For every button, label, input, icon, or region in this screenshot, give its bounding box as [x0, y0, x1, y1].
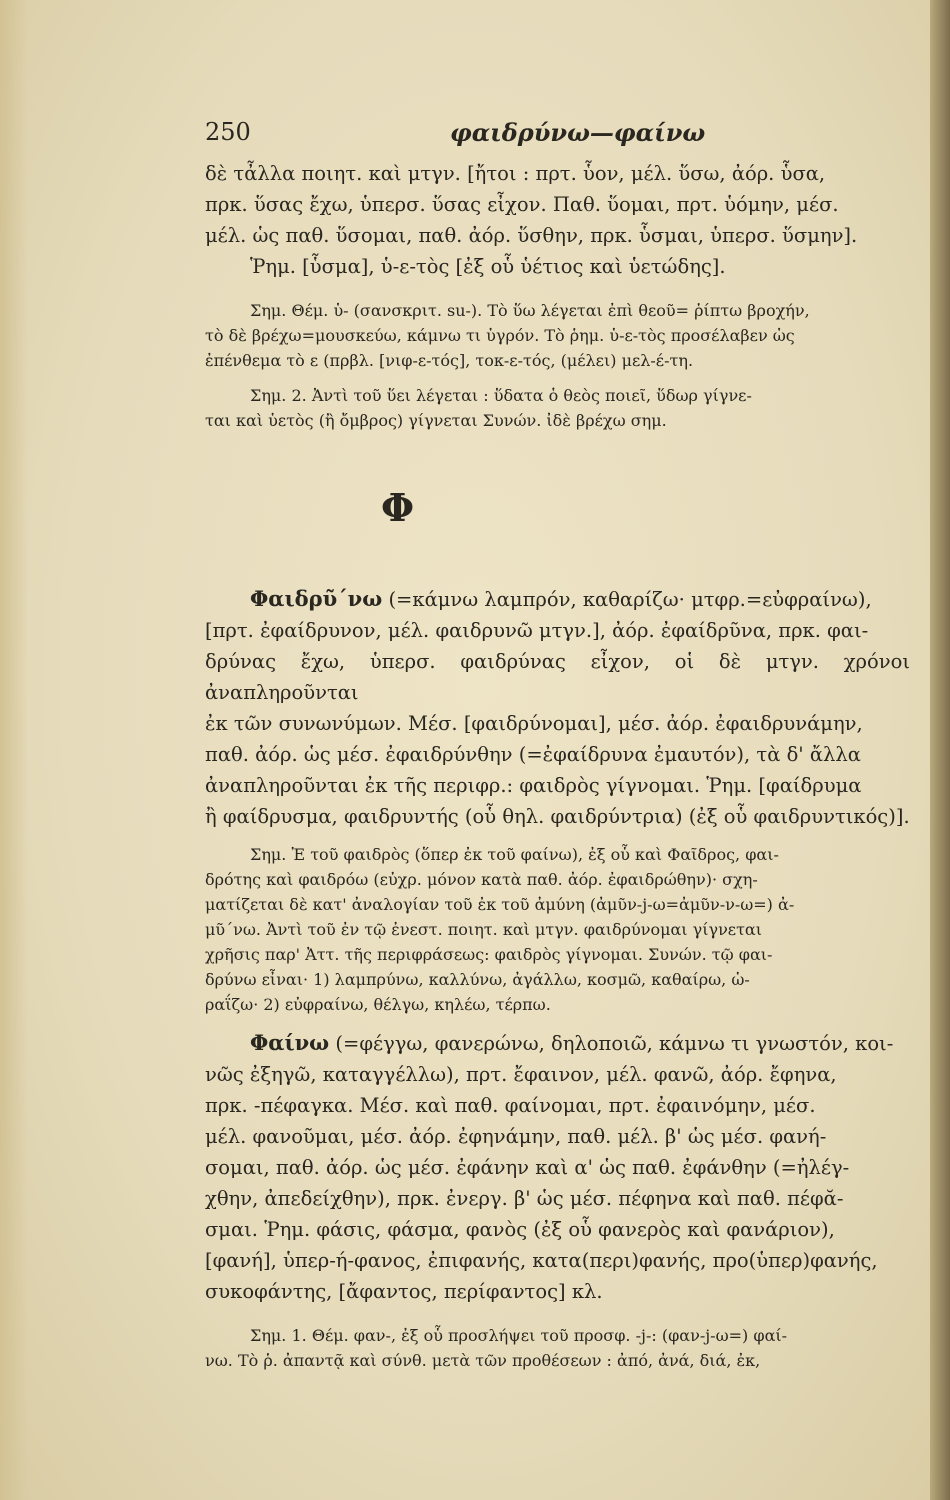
note-line: ματίζεται δὲ κατ' ἀναλογίαν τοῦ ἐκ τοῦ ἀμύνη (ἀμῦν-j-ω=ἀμῦν-ν-ω=) ἀ- — [205, 895, 795, 914]
entry-faino — [205, 1027, 910, 1307]
running-head: φαιδρύνω—φαίνω — [450, 118, 706, 147]
text-line: νῶς ἐξηγῶ, καταγγέλλω), πρτ. ἔφαινον, μέλ. φανῶ, ἀόρ. ἔφηνα, — [205, 1063, 837, 1086]
page-number: 250 — [205, 118, 251, 146]
continued-entry — [205, 158, 910, 282]
text-line: παθ. ἀόρ. ὡς μέσ. ἐφαιδρύνθην (=ἐφαίδρυνα ἐμαυτόν), τὰ δ' ἄλλα — [205, 743, 861, 766]
note-line: Σημ. Ἐ τοῦ φαιδρὸς (ὅπερ ἐκ τοῦ φαίνω), ἐξ οὗ καὶ Φαῖδρος, φαι- — [250, 845, 779, 864]
text-line: δρύνας ἔχω, ὑπερσ. φαιδρύνας εἶχον, οἱ δὲ μτγν. χρόνοι ἀναπληροῦνται — [205, 650, 910, 704]
page-header — [205, 118, 910, 158]
note-line: Σημ. 1. Θέμ. φαν-, ἐξ οὗ προσλήψει τοῦ προσφ. -j-: (φαν-j-ω=) φαί- — [250, 1326, 788, 1345]
note-line: δρότης καὶ φαιδρόω (εὐχρ. μόνον κατὰ παθ. ἀόρ. ἐφαιδρώθην)· σχη- — [205, 870, 758, 889]
section-letter: Φ — [380, 485, 415, 530]
text-line: [φανή], ὑπερ-ή-φανος, ἐπιφανής, κατα(περι)φανής, προ(ὑπερ)φανής, — [205, 1249, 878, 1272]
page-content — [205, 118, 910, 1373]
text-line: μέλ. φανοῦμαι, μέσ. ἀόρ. ἐφηνάμην, παθ. μέλ. β' ὡς μέσ. φανή- — [205, 1125, 827, 1148]
note-line: νω. Τὸ ῥ. ἀπαντᾷ καὶ σύνθ. μετὰ τῶν προθέσεων : ἀπό, ἀνά, διά, ἐκ, — [205, 1351, 761, 1370]
text-line: πρκ. -πέφαγκα. Μέσ. καὶ παθ. φαίνομαι, πρτ. ἐφαινόμην, μέσ. — [205, 1094, 816, 1117]
note-line: ραΐζω· 2) εὐφραίνω, θέλγω, κηλέω, τέρπω. — [205, 995, 551, 1014]
note-line: χρῆσις παρ' Ἀττ. τῆς περιφράσεως: φαιδρὸς γίγνομαι. Συνών. τῷ φαι- — [205, 945, 773, 964]
note-line: δρύνω εἶναι· 1) λαμπρύνω, καλλύνω, ἀγάλλω, κοσμῶ, καθαίρω, ὡ- — [205, 970, 750, 989]
text-line: πρκ. ὕσας ἔχω, ὑπερσ. ὕσας εἶχον. Παθ. ὕομαι, πρτ. ὑόμην, μέσ. — [205, 193, 839, 216]
note-line: ἐπένθεμα τὸ ε (πρβλ. [νιφ-ε-τός], τοκ-ε-τός, (μέλει) μελ-έ-τη. — [205, 351, 694, 370]
entry-faidryno — [205, 583, 910, 832]
note-2 — [205, 383, 910, 433]
note-faidryno — [205, 842, 910, 1017]
headword: Φαιδρῦ΄νω — [250, 586, 383, 611]
entry-first-line — [205, 1027, 910, 1059]
text-line: ἢ φαίδρυσμα, φαιδρυντής (οὗ θηλ. φαιδρύντρια) (ἐξ οὗ φαιδρυντικός)]. — [205, 805, 910, 828]
text-line: ἀναπληροῦνται ἐκ τῆς περιφρ.: φαιδρὸς γίγνομαι. Ῥημ. [φαίδρυμα — [205, 774, 862, 797]
book-spine — [930, 0, 950, 1500]
note-line: ται καὶ ὑετὸς (ἢ ὄμβρος) γίγνεται Συνών. ἰδὲ βρέχω σημ. — [205, 411, 667, 430]
entry-text: (=κάμνω λαμπρόν, καθαρίζω· μτφρ.=εὐφραίνω), — [388, 588, 872, 611]
text-line: σμαι. Ῥημ. φάσις, φάσμα, φανὸς (ἐξ οὗ φανερὸς καὶ φανάριον), — [205, 1218, 835, 1241]
headword: Φαίνω — [250, 1030, 330, 1055]
text-line: ἐκ τῶν συνωνύμων. Μέσ. [φαιδρύνομαι], μέσ. ἀόρ. ἐφαιδρυνάμην, — [205, 712, 863, 735]
text-line: μέλ. ὡς παθ. ὕσομαι, παθ. ἀόρ. ὕσθην, πρκ. ὗσμαι, ὑπερσ. ὕσμην]. — [205, 224, 858, 247]
text-line: σομαι, παθ. ἀόρ. ὡς μέσ. ἐφάνην καὶ α' ὡς παθ. ἐφάνθην (=ἠλέγ- — [205, 1156, 850, 1179]
text-line: Ῥημ. [ὗσμα], ὑ-ε-τὸς [ἐξ οὗ ὑέτιος καὶ ὑετώδης]. — [250, 255, 726, 278]
page-edge — [0, 0, 28, 1500]
entry-text: (=φέγγω, φανερώνω, δηλοποιῶ, κάμνω τι γνωστόν, κοι- — [335, 1032, 894, 1055]
text-line: συκοφάντης, [ἄφαντος, περίφαντος] κλ. — [205, 1280, 603, 1303]
note-line: Σημ. 2. Ἀντὶ τοῦ ὕει λέγεται : ὕδατα ὁ θεὸς ποιεῖ, ὕδωρ γίγνε- — [250, 386, 752, 405]
note-line: μῦ΄νω. Ἀντὶ τοῦ ἐν τῷ ἐνεστ. ποιητ. καὶ μτγν. φαιδρύνομαι γίγνεται — [205, 920, 763, 939]
note-line: Σημ. Θέμ. ὑ- (σανσκριτ. su-). Τὸ ὕω λέγεται ἐπὶ θεοῦ= ῥίπτω βροχήν, — [250, 301, 810, 320]
entry-first-line — [205, 583, 910, 615]
note-faino — [205, 1323, 910, 1373]
note-1 — [205, 298, 910, 373]
note-line: τὸ δὲ βρέχω=μουσκεύω, κάμνω τι ὑγρόν. Τὸ ῥημ. ὑ-ε-τὸς προσέλαβεν ὡς — [205, 326, 795, 345]
text-line: [πρτ. ἐφαίδρυνον, μέλ. φαιδρυνῶ μτγν.], ἀόρ. ἐφαίδρῦνα, πρκ. φαι- — [205, 619, 869, 642]
text-line: χθην, ἀπεδείχθην), πρκ. ἐνεργ. β' ὡς μέσ. πέφηνα καὶ παθ. πέφᾰ- — [205, 1187, 844, 1210]
text-line: δὲ τἆλλα ποιητ. καὶ μτγν. [ἤτοι : πρτ. ὗον, μέλ. ὕσω, ἀόρ. ὗσα, — [205, 162, 826, 185]
